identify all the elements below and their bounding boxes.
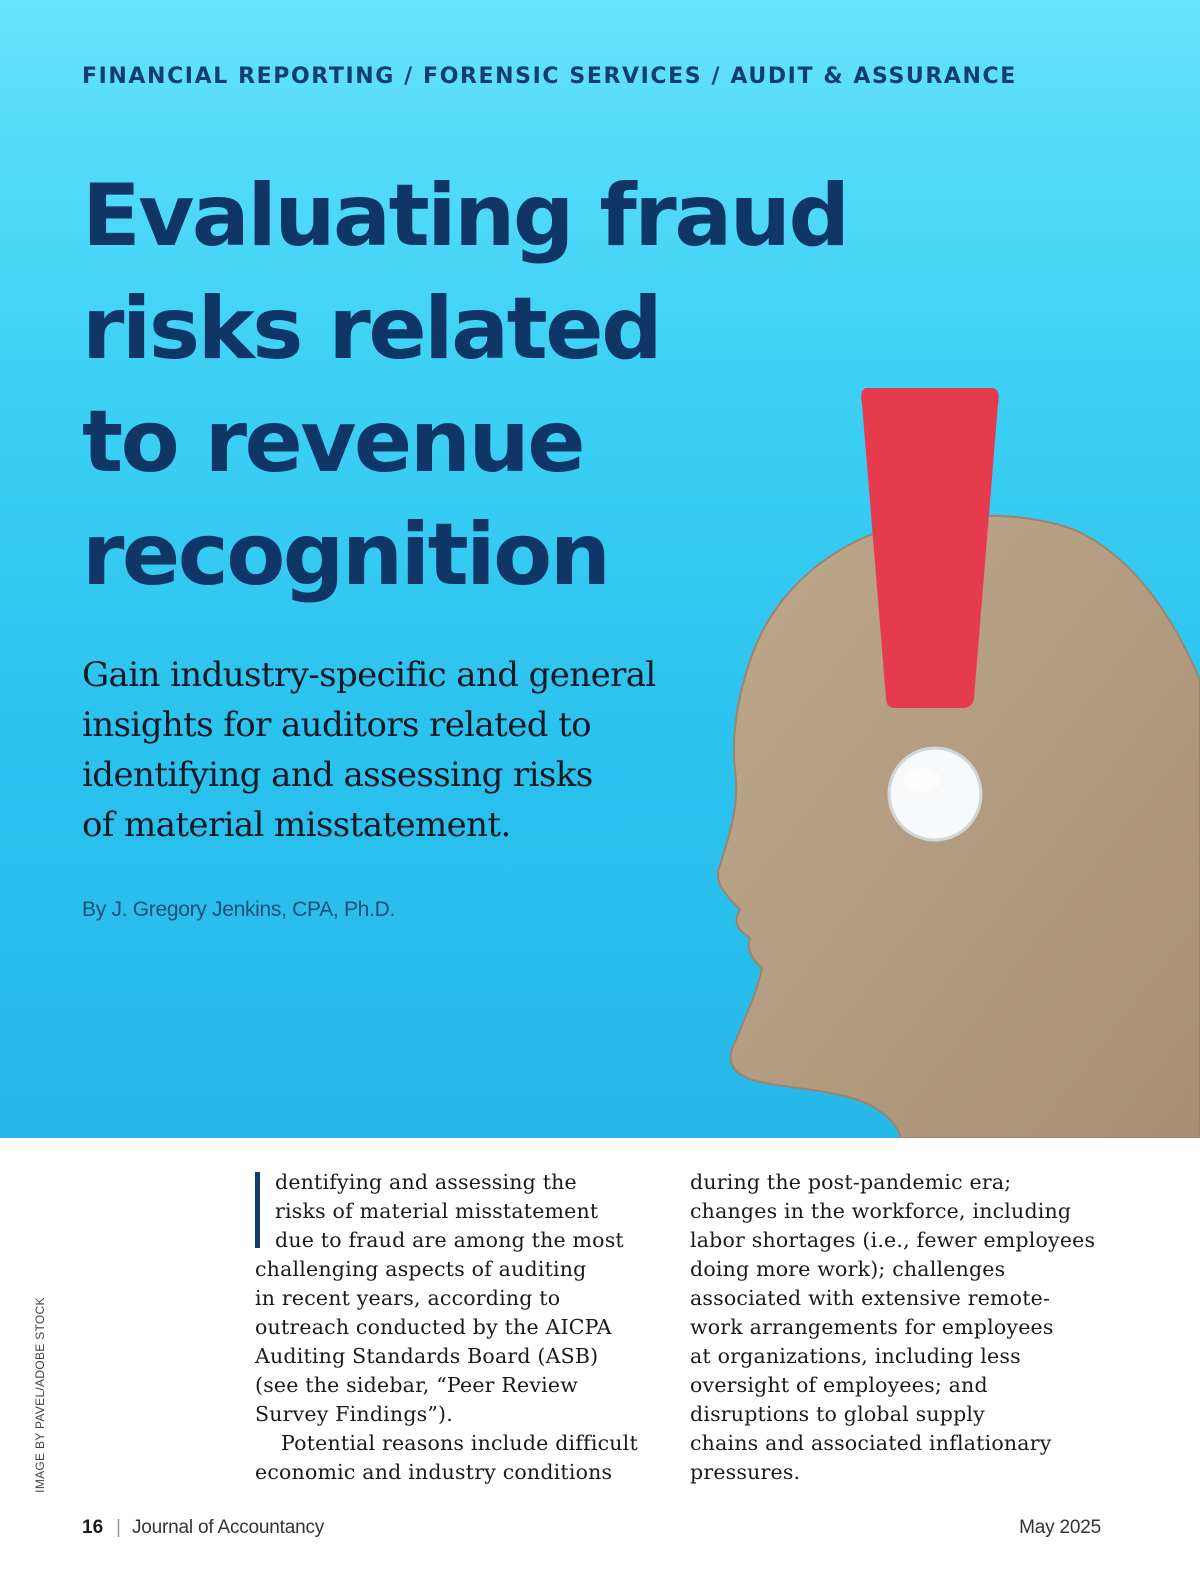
body-line: challenging aspects of auditing — [255, 1257, 587, 1281]
title-line: risks related — [82, 279, 661, 379]
body-line: Auditing Standards Board (ASB) — [255, 1344, 599, 1368]
title-line: to revenue — [82, 392, 584, 492]
title-line: Evaluating fraud — [82, 166, 848, 266]
body-line: outreach conducted by the AICPA — [255, 1315, 612, 1339]
head-exclamation-illustration — [700, 370, 1200, 1138]
exclamation-dot — [889, 748, 981, 840]
body-line: doing more work); challenges — [690, 1257, 1006, 1281]
body-line: labor shortages (i.e., fewer employees — [690, 1228, 1096, 1252]
article-deck — [82, 650, 722, 850]
body-column-2 — [690, 1168, 1120, 1487]
issue-date: May 2025 — [1019, 1517, 1101, 1538]
image-credit-text: IMAGE BY PAVEL/ADOBE STOCK — [33, 1297, 47, 1493]
byline: By J. Gregory Jenkins, CPA, Ph.D. — [82, 898, 395, 921]
body-column-1 — [255, 1168, 660, 1487]
body-line: disruptions to global supply — [690, 1402, 985, 1426]
image-credit — [10, 1297, 70, 1493]
body-line: during the post-pandemic era; — [690, 1170, 1012, 1194]
body-line: at organizations, including less — [690, 1344, 1021, 1368]
body-line: economic and industry conditions — [255, 1460, 613, 1484]
journal-name: Journal of Accountancy — [132, 1517, 325, 1538]
deck-line: identifying and assessing risks — [82, 755, 593, 795]
body-line: Survey Findings”). — [255, 1402, 453, 1426]
page-number: 16 — [82, 1517, 104, 1538]
deck-line: Gain industry-specific and general — [82, 655, 656, 695]
title-line: recognition — [82, 505, 609, 605]
body-line: changes in the workforce, including — [690, 1199, 1072, 1223]
body-line: associated with extensive remote- — [690, 1286, 1051, 1310]
body-line: oversight of employees; and — [690, 1373, 988, 1397]
body-line: work arrangements for employees — [690, 1315, 1054, 1339]
body-line: due to fraud are among the most — [275, 1228, 624, 1252]
body-line: pressures. — [690, 1460, 801, 1484]
body-line: Potential reasons include difficult — [281, 1431, 638, 1455]
body-line: (see the sidebar, “Peer Review — [255, 1373, 578, 1397]
footer-separator: | — [116, 1517, 121, 1538]
body-line: dentifying and assessing the — [275, 1170, 577, 1194]
body-line: in recent years, according to — [255, 1286, 561, 1310]
body-line: risks of material misstatement — [275, 1199, 599, 1223]
section-kicker: FINANCIAL REPORTING / FORENSIC SERVICES / AUDIT & ASSURANCE — [82, 64, 1017, 89]
body-line: chains and associated inflationary — [690, 1431, 1052, 1455]
page-footer — [82, 1517, 1101, 1543]
deck-line: insights for auditors related to — [82, 705, 592, 745]
deck-line: of material misstatement. — [82, 805, 511, 845]
